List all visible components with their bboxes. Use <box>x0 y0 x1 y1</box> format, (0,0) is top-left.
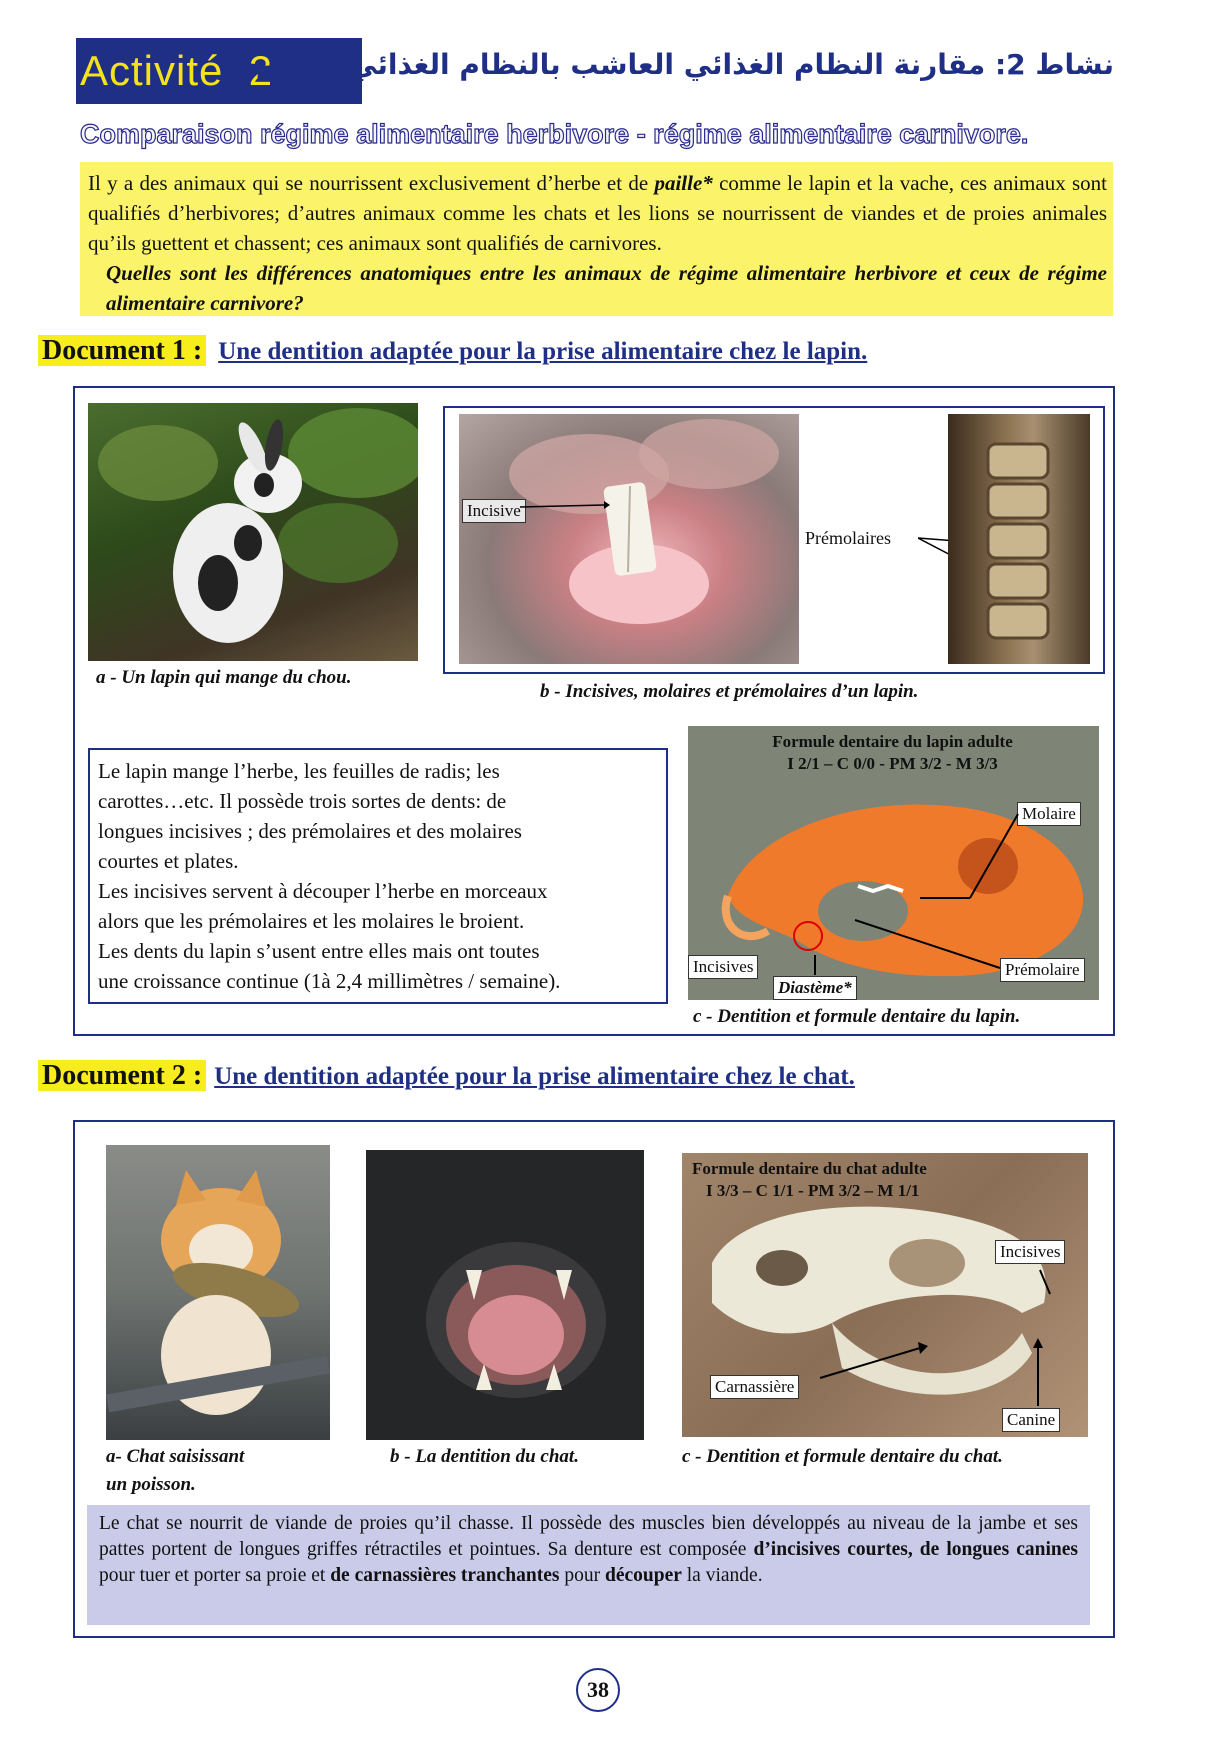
cat-text-bold-1: d’incisives courtes, de longues canines <box>753 1539 1078 1560</box>
cat-skull-pointers <box>780 1250 1080 1410</box>
label-molaire: Molaire <box>1017 802 1081 826</box>
cat-mouth-photo <box>366 1150 644 1440</box>
page-number: 38 <box>576 1668 620 1712</box>
intro-text-emph: paille* <box>654 171 713 195</box>
rabbit-illustration <box>88 403 418 661</box>
intro-box <box>80 162 1113 316</box>
page-subtitle <box>80 119 1120 150</box>
rabbit-text-line: longues incisives ; des prémolaires et des molaires <box>98 819 522 843</box>
cat-text-bold-3: découper <box>604 1565 682 1586</box>
cat-formula-title: Formule dentaire du chat adulte <box>692 1159 927 1178</box>
cat-mouth-illustration <box>366 1150 644 1440</box>
cat-description <box>87 1505 1090 1625</box>
rabbit-photo <box>88 403 418 661</box>
rabbit-text-line: Les incisives servent à découper l’herbe en morceaux <box>98 879 548 903</box>
label-canine: Canine <box>1002 1408 1060 1432</box>
rabbit-text-line: alors que les prémolaires et les molaires le broient. <box>98 909 525 933</box>
intro-text-2: comme le lapin et la vache, ces animaux sont qualifiés d’herbivores; d’autres animaux comme les chats et les lions se nourrissent de viandes et de proies animales qu’ils guettent et chassent; ces animaux sont qualifiés de carnivores. <box>88 171 1107 255</box>
molars-illustration <box>948 414 1090 664</box>
cat-text-4: la viande. <box>681 1565 763 1586</box>
rabbit-text-line: carottes…etc. Il possède trois sortes de dents: de <box>98 789 507 813</box>
rabbit-formula-title: Formule dentaire du lapin adulte <box>772 732 1013 751</box>
activity-title: Activité 2 <box>80 47 274 94</box>
rabbit-formula-block <box>700 731 1085 775</box>
label-rabbit-incisives: Incisives <box>688 955 758 979</box>
rabbit-incisors-photo <box>459 414 799 664</box>
intro-text-1: Il y a des animaux qui se nourrissent exclusivement d’herbe et de <box>88 171 655 195</box>
arabic-title: نشاط 2: مقارنة النظام الغذائي العاشب بالنظام الغذائي اللاحم. <box>245 48 1114 81</box>
document1-label: Document 1 : <box>38 335 206 366</box>
doc2-caption-c: c - Dentition et formule dentaire du chat. <box>682 1446 1003 1467</box>
rabbit-text-line: Les dents du lapin s’usent entre elles mais ont toutes <box>98 939 540 963</box>
label-cat-incisives: Incisives <box>995 1240 1065 1264</box>
cat-fish-photo <box>106 1145 330 1440</box>
cat-formula-block <box>692 1158 927 1202</box>
cat-formula: I 3/3 – C 1/1 - PM 3/2 – M 1/1 <box>706 1181 920 1200</box>
cat-text-1: Le chat se nourrit de viande de proies qu’il chasse. Il possède des muscles bien développés au niveau de la jambe et ses pattes portent de longues griffes rétractiles et pointues. Sa denture est composée <box>99 1513 1078 1560</box>
document1-header <box>38 331 867 371</box>
doc1-caption-c: c - Dentition et formule dentaire du lapin. <box>693 1006 1021 1027</box>
label-premolaire: Prémolaire <box>1000 958 1085 982</box>
rabbit-molars-photo <box>948 414 1090 664</box>
doc2-caption-a-line2: un poisson. <box>106 1474 196 1495</box>
rabbit-text-line: Le lapin mange l’herbe, les feuilles de radis; les <box>98 759 500 783</box>
rabbit-skull-pointers <box>760 800 1100 980</box>
incisors-illustration <box>459 414 799 664</box>
rabbit-text-line: une croissance continue (1à 2,4 millimètres / semaine). <box>98 969 561 993</box>
doc2-caption-b: b - La dentition du chat. <box>390 1446 579 1467</box>
label-incisive: Incisive <box>462 499 526 523</box>
rabbit-description <box>88 748 668 1004</box>
cat-text-2: pour tuer et porter sa proie et <box>99 1565 331 1586</box>
cat-text-bold-2: de carnassières tranchantes <box>330 1565 560 1586</box>
subtitle-text: Comparaison régime alimentaire herbivore - régime alimentaire carnivore. <box>80 119 1029 149</box>
doc1-caption-b: b - Incisives, molaires et prémolaires d’un lapin. <box>540 681 919 702</box>
doc1-caption-a: a - Un lapin qui mange du chou. <box>96 667 352 688</box>
cat-fish-illustration <box>106 1145 330 1440</box>
cat-text-3: pour <box>559 1565 605 1586</box>
rabbit-text-line: courtes et plates. <box>98 849 239 873</box>
label-premolaires: Prémolaires <box>805 528 891 548</box>
label-diasteme: Diastème* <box>773 976 857 1000</box>
incisive-arrow <box>520 495 610 515</box>
intro-question: Quelles sont les différences anatomiques entre les animaux de régime alimentaire herbivore et ceux de régime alimentaire carnivore? <box>106 261 1107 315</box>
doc2-caption-a-line1: a- Chat saisissant <box>106 1446 245 1467</box>
document1-title: Une dentition adaptée pour la prise alimentaire chez le lapin. <box>218 338 868 365</box>
doc2-caption-a <box>106 1443 244 1499</box>
intro-text <box>88 168 1107 258</box>
label-carnassiere: Carnassière <box>710 1375 799 1399</box>
document2-title: Une dentition adaptée pour la prise alimentaire chez le chat. <box>214 1063 855 1090</box>
document2-label: Document 2 : <box>38 1060 206 1091</box>
document2-header <box>38 1056 855 1096</box>
rabbit-formula: I 2/1 – C 0/0 - PM 3/2 - M 3/3 <box>787 754 998 773</box>
